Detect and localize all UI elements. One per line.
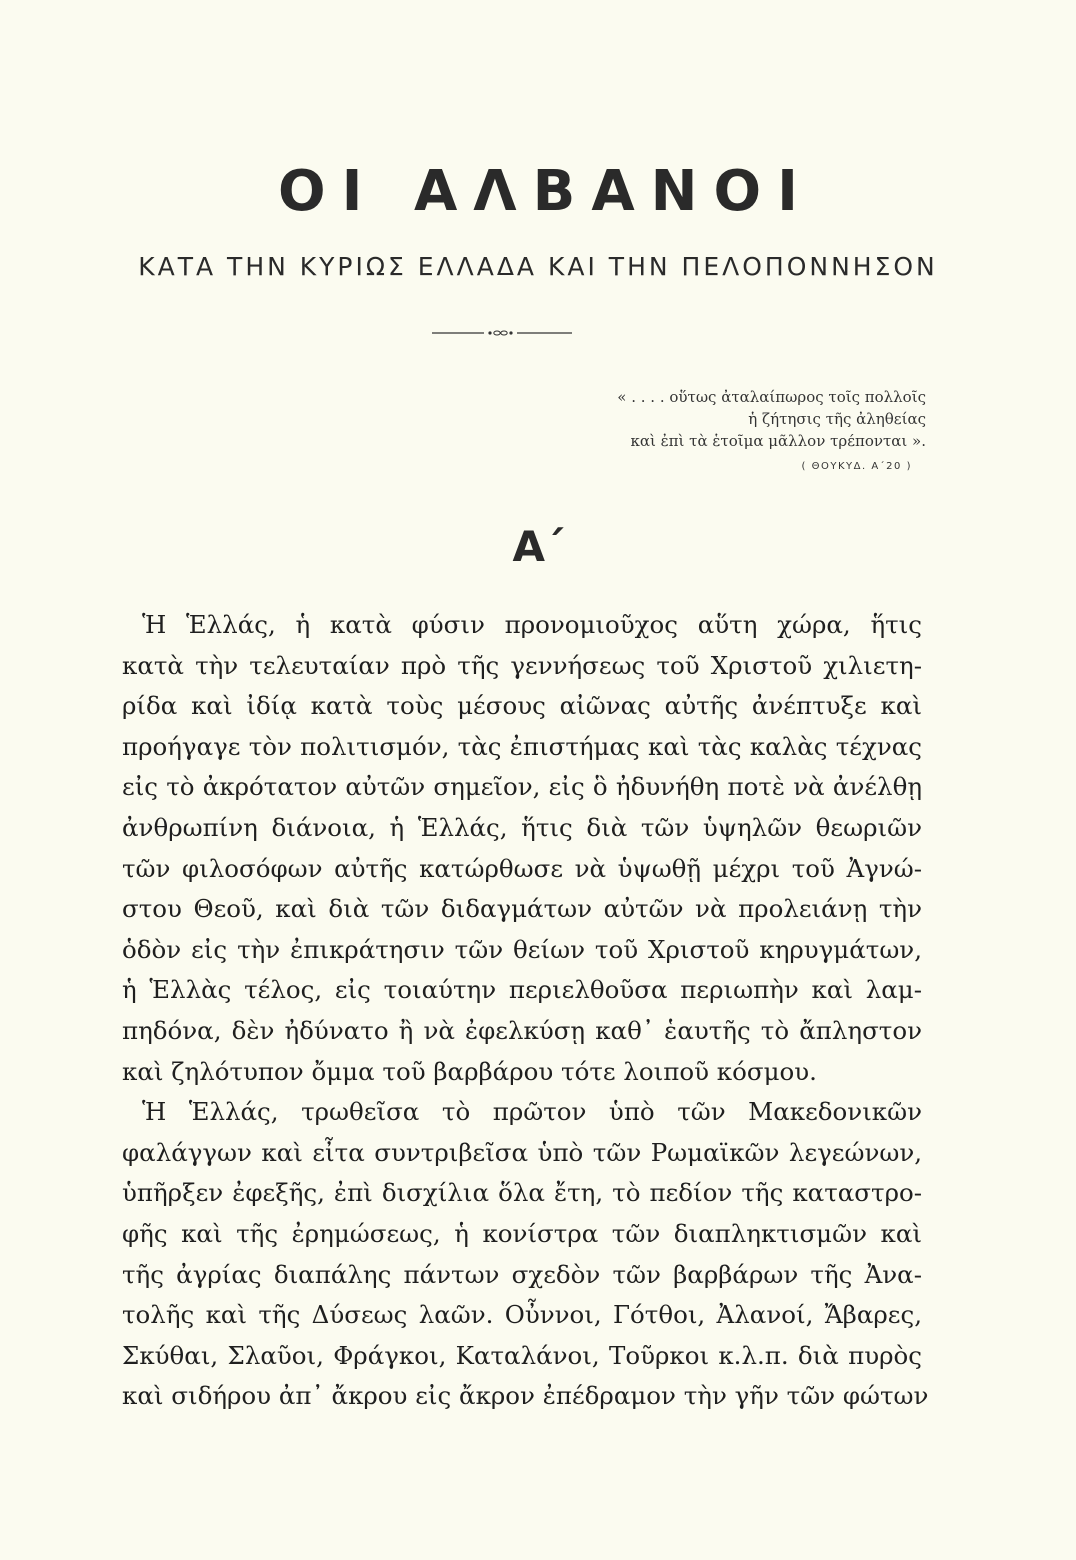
text-line: τολῆς καὶ τῆς Δύσεως λαῶν. Οὖννοι, Γότθοι, Ἀλανοί, Ἄβαρες,: [122, 1300, 922, 1330]
text-line: στου Θεοῦ, καὶ διὰ τῶν διδαγμάτων αὐτῶν νὰ προλειάνῃ τὴν: [122, 894, 922, 924]
text-line: φῆς καὶ τῆς ἐρημώσεως, ἡ κονίστρα τῶν διαπληκτισμῶν καὶ: [122, 1218, 922, 1248]
text-line: προήγαγε τὸν πολιτισμόν, τὰς ἐπιστήμας καὶ τὰς καλὰς τέχνας: [122, 731, 922, 761]
epigraph-line: ἡ ζήτησις τῆς ἀληθείας: [748, 410, 926, 428]
page-subtitle: ΚΑΤΑ ΤΗΝ ΚΥΡΙΩΣ ΕΛΛΑΔΑ ΚΑΙ ΤΗΝ ΠΕΛΟΠΟΝΝΗΣΟΝ: [138, 252, 938, 281]
text-line: καὶ σιδήρου ἀπ᾽ ἄκρου εἰς ἄκρον ἐπέδραμον τὴν γῆν τῶν φώτων: [122, 1381, 929, 1411]
text-line: καὶ ζηλότυπον ὄμμα τοῦ βαρβάρου τότε λοιποῦ κόσμου.: [122, 1056, 817, 1086]
text-line: Σκύθαι, Σλαῦοι, Φράγκοι, Καταλάνοι, Τοῦρκοι κ.λ.π. διὰ πυρὸς: [122, 1340, 922, 1370]
epigraph-line: « . . . . οὕτως ἀταλαίπωρος τοῖς πολλοῖς: [617, 388, 926, 406]
text-line: ἡ Ἑλλὰς τέλος, εἰς τοιαύτην περιελθοῦσα περιωπὴν καὶ λαμ-: [122, 975, 922, 1005]
text-line: ὁδὸν εἰς τὴν ἐπικράτησιν τῶν θείων τοῦ Χριστοῦ κηρυγμάτων,: [122, 934, 922, 964]
body-text: [122, 605, 929, 1417]
text-line: τῆς ἀγρίας διαπάλης πάντων σχεδὸν τῶν βαρβάρων τῆς Ἀνα-: [122, 1259, 922, 1289]
text-line: ὑπῆρξεν ἐφεξῆς, ἐπὶ δισχίλια ὅλα ἔτη, τὸ πεδίον τῆς καταστρο-: [122, 1178, 922, 1208]
text-line: ἀνθρωπίνη διάνοια, ἡ Ἑλλάς, ἥτις διὰ τῶν ὑψηλῶν θεωριῶν: [122, 812, 922, 842]
epigraph: [617, 386, 926, 478]
text-line: πηδόνα, δὲν ἠδύνατο ἢ νὰ ἐφελκύσῃ καθ᾽ ἑαυτῆς τὸ ἄπληστον: [122, 1015, 922, 1045]
text-line: ρίδα καὶ ἰδίᾳ κατὰ τοὺς μέσους αἰῶνας αὐτῆς ἀνέπτυξε καὶ: [122, 691, 922, 721]
text-line: εἰς τὸ ἀκρότατον αὐτῶν σημεῖον, εἰς ὃ ἠδυνήθη ποτὲ νὰ ἀνέλθῃ: [122, 772, 922, 802]
section-heading: Α΄: [512, 522, 564, 571]
text-line: Ἡ Ἑλλάς, ἡ κατὰ φύσιν προνομιοῦχος αὕτη χώρα, ἥτις: [142, 610, 922, 639]
ornament-divider: [432, 328, 572, 338]
page-title: ΟΙ ΑΛΒΑΝΟΙ: [278, 159, 814, 224]
text-line: Ἡ Ἑλλάς, τρωθεῖσα τὸ πρῶτον ὑπὸ τῶν Μακεδονικῶν: [142, 1097, 922, 1127]
text-line: κατὰ τὴν τελευταίαν πρὸ τῆς γεννήσεως τοῦ Χριστοῦ χιλιετη-: [122, 650, 922, 680]
epigraph-source: ( ΘΟΥΚΥΔ. Α΄20 ): [801, 461, 912, 472]
text-line: τῶν φιλοσόφων αὐτῆς κατώρθωσε νὰ ὑψωθῇ μέχρι τοῦ Ἀγνώ-: [122, 853, 922, 883]
text-line: φαλάγγων καὶ εἶτα συντριβεῖσα ὑπὸ τῶν Ρωμαϊκῶν λεγεώνων,: [122, 1137, 922, 1167]
epigraph-line: καὶ ἐπὶ τὰ ἑτοῖμα μᾶλλον τρέπονται ».: [630, 432, 926, 450]
